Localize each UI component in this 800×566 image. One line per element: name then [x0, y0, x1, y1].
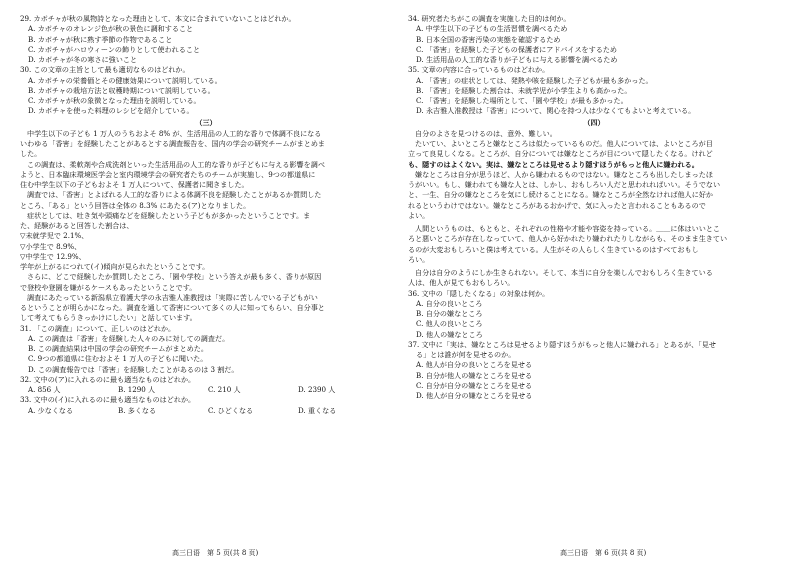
q37-stem: 37. 文中に「実は、嫌なところは見せるより隠すほうがもっと他人に嫌われる」とあるが、「見せ [408, 339, 716, 349]
page-6-column [408, 14, 780, 540]
q33-option-d: D. 重くなる [298, 405, 337, 415]
q29-option-a: A. カボチャのオレンジ色が秋の景色に調和すること [28, 24, 194, 34]
passage-line: 自分は自分のようにしか生きられない。そして、本当に自分を楽しんでおもしろく生きている [415, 268, 713, 277]
q30-option-c: C. カボチャが秋の象徴となった理由を説明している。 [28, 96, 201, 105]
passage-line: この調査は、柔軟剤や合成洗剤といった生活用品の人工的な香りが子どもに与える影響を調べ [27, 159, 325, 169]
stat-line: ▽小学生で 8.9%、 [20, 241, 82, 251]
q30-option-b: B. カボチャの栽培方法と収穫時期について説明している。 [28, 85, 215, 95]
passage-line: さらに、どこで経験したか質問したところ、「園や学校」という答えが最も多く、香りが原因 [27, 272, 322, 282]
passage-line: ろい。 [408, 254, 430, 264]
q37-option-b: B. 自分が他人の嫌なところを見せる [416, 370, 533, 380]
q37-stem-cont: る」とは誰が何を見せるのか。 [416, 350, 516, 359]
q32-options [20, 385, 392, 395]
page-6-footer: 高三日语 第 6 页(共 8 页) [560, 549, 647, 557]
page-5-column [20, 14, 392, 540]
q32-option-a: A. 856 人 [28, 385, 61, 394]
q33-option-c: C. ひどくなる [208, 405, 254, 415]
passage-line: るということが明らかになった。調査を通して香害について多くの人に知ってもらい、自分事と [20, 303, 325, 312]
q31-option-a: A. この調査は「香害」を経験した人々のみに対しての調査だ。 [28, 333, 230, 343]
passage-line: 人は、他人が見てもおもしろい。 [408, 278, 515, 288]
passage-line: ようと、日本臨床環境医学会と室内環境学会の研究者たちのチームが実施し、9つの都道県に [20, 169, 316, 179]
q34-option-a: A. 中学生以下の子どもの生活習慣を調べるため [416, 24, 568, 34]
intro-line: した。 [20, 149, 42, 159]
q34-option-b: B. 日本全国の香害汚染の実態を確認するため [416, 34, 561, 44]
q35-option-c: C. 「香害」を経験した場所として、「園や学校」が最も多かった。 [416, 96, 628, 105]
q34-option-c: C. 「香害」を経験した子どもの保護者にアドバイスをするため [416, 44, 618, 54]
stat-line: ▽中学生で 12.9%、 [20, 251, 86, 261]
q33-options [20, 406, 392, 416]
q29-option-b: B. カボチャが秋に熟す季節の作物であること [28, 34, 173, 44]
passage-line: た、経験があると回答した割合は、 [20, 221, 134, 230]
page-5-footer: 高三日语 第 5 页(共 8 页) [172, 549, 259, 557]
passage-line: たいてい、よいところと嫌なところは似たっているものだ。他人については、よいところが目 [415, 139, 713, 148]
q31-stem: 31. 「この調査」について、正しいのはどれか。 [20, 323, 176, 333]
q36-option-a: A. 自分の良いところ [416, 298, 483, 308]
passage-line: うがいい。もし、嫌われても嫌な人とは、しかし、おもしろい人だと思われればいい。そうでない [408, 180, 721, 189]
q31-option-d: D. この調査報告では「香害」を経験したことがあるのは 3 割だ。 [28, 364, 239, 374]
passage-line: 症状としては、吐き気や頭痛などを経験したという子どもが多かったということです。ま [27, 210, 311, 220]
q32-option-b: B. 1290 人 [118, 385, 156, 394]
q30-stem: 30. この文章の主旨として最も適切なものはどれか。 [20, 65, 190, 75]
intro-line: 中学生以下の子ども 1 万人のうちおよそ 8% が、生活用品の人工的な香りで体調不良になる [27, 128, 322, 138]
q37-option-d: D. 他人が自分の嫌なところを見せる [416, 391, 533, 400]
q36-stem: 36. 文中の「隠したくなる」の対象は何か。 [408, 288, 550, 298]
q31-option-b: B. この調査結果は中国の学会の研究チームがまとめた。 [28, 344, 208, 353]
passage-line-emphasis: も、隠すのはよくない。実は、嫌なところは見せるより隠すほうがもっと他人に嫌われる。 [408, 159, 699, 169]
q32-stem: 32. 文中の(ア)に入れるのに最も適当なものはどれか。 [20, 374, 196, 384]
passage-line: 調査にあたっている新潟県立看護大学の永吉雅人准教授は「実際に苦しんでいる子どもがい [27, 292, 318, 302]
passage-line: して考えてもらうきっかけにしたい」と話しています。 [20, 313, 197, 323]
passage-line: 住む中学生以下の子どもおよそ 1 万人について、保護者に聞きました。 [20, 180, 249, 189]
passage-line: るのが大変おもしろいと僕は考えている。人生がその人らしく生きているのはすべておもし [408, 244, 699, 254]
q37-option-c: C. 自分が自分の嫌なところを見せる [416, 380, 533, 390]
passage-line: 学年が上がるにつれて(イ)傾向が見られたということです。 [20, 262, 210, 271]
q36-option-c: C. 他人の良いところ [416, 319, 483, 329]
passage-line: ろと悪いところが存在しなっていて、他人から好かれたり嫌われたりしながらも、そのまま生きてい [408, 234, 728, 244]
q36-option-d: D. 他人の嫌なところ [416, 329, 483, 339]
q37-option-a: A. 他人が自分の良いところを見せる [416, 360, 533, 370]
passage-line: れるというわけではない。嫌なところがあるおかげで、気に入ったと言われることもあるので [408, 200, 706, 210]
q29-option-c: C. カボチャがハロウィーンの飾りとして使われること [28, 44, 201, 54]
passage-line: 人間というものは、もともと、それぞれの性格や才能や容姿を持っている。＿＿に体はいいとこ [415, 224, 721, 233]
q32-option-c: C. 210 人 [208, 385, 241, 394]
q29-option-d: D. カボチャが冬の寒さに強いこと [28, 55, 138, 64]
q33-stem: 33. 文中の(イ)に入れるのに最も適当なものはどれか。 [20, 395, 196, 405]
q33-option-a: A. 少なくなる [28, 405, 74, 415]
section-4-title: （四） [583, 117, 605, 127]
q35-option-a: A. 「香害」の症状としては、発熱や咳を経験した子どもが最も多かった。 [416, 75, 653, 85]
passage-line: と、一生、自分の嫌なところを気にし続けることになる。嫌なところが全然なければ他人に好か [408, 190, 714, 200]
q32-option-d: D. 2390 人 [298, 385, 336, 394]
q30-option-a: A. カボチャの栄養価とその健康効果について説明している。 [28, 75, 222, 85]
passage-line: よい。 [408, 210, 430, 220]
stat-line: ▽未就学児で 2.1%、 [20, 231, 89, 241]
passage-line: ところ、「ある」という回答は全体の 8.3% にあたる(ア)となりました。 [20, 200, 251, 210]
section-3-title: （三） [195, 117, 217, 127]
q29-stem: 29. カボチャが秋の風物詩となった理由として、本文に合まれていないことはどれか。 [20, 14, 296, 23]
q31-option-c: C. 9つの都道県に住むおよそ 1 万人の子どもに聞いた。 [28, 354, 208, 364]
intro-line: いわゆる「香害」を経験したことがあるとする調査報告を、国内の学会の研究チームがまとめま [20, 139, 326, 148]
passage-line: 立って良見しくなる。ところが、自分については嫌なところが目について隠したくなる。けれど [408, 149, 713, 159]
q35-option-d: D. 永吉雅人准教授は「香害」について、関心を持つ人は少なくてもよいと考えている。 [416, 106, 696, 116]
passage-line: 自分のよさを見つけるのは、意外、難しい。 [415, 128, 557, 138]
q35-stem: 35. 文章の内容に合っているものはどれか。 [408, 65, 550, 75]
q35-option-b: B. 「香害」を経験した割合は、未就学児が小学生よりも高かった。 [416, 85, 632, 95]
passage-line: で登校や登園を嫌がるケースもあったということです。 [20, 282, 197, 292]
q36-option-b: B. 自分の嫌なところ [416, 309, 483, 318]
passage-line: 嫌なところは自分が思うほど、人から嫌われるものではない。嫌なところも出したしまったほ [415, 169, 713, 179]
q34-option-d: D. 生活用品の人工的な香りが子どもに与える影響を調べるため [416, 55, 618, 64]
passage-line: 調査では、「香害」とよばれる人工的な香りによる体調不良を経験したことがあるか質問した [27, 190, 322, 200]
q30-option-d: D. カボチャを使った料理のレシピを紹介している。 [28, 106, 194, 116]
q34-stem: 34. 研究者たちがこの調査を実施した目的は何か。 [408, 14, 571, 23]
q33-option-b: B. 多くなる [118, 405, 157, 415]
